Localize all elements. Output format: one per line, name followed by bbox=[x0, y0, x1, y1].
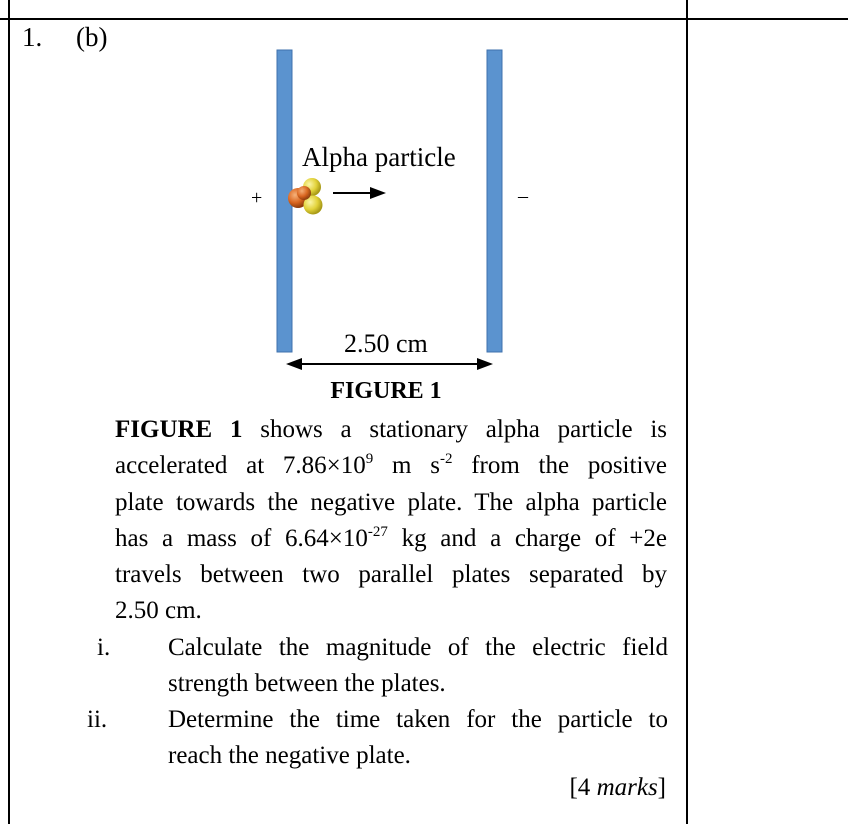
para-line-5: travels between two parallel plates separated by bbox=[115, 561, 667, 589]
alpha-particle-icon bbox=[288, 178, 323, 215]
marks-allocation: [4 marks] bbox=[569, 774, 666, 801]
sub-question-numeral: i. bbox=[97, 634, 111, 661]
sub-question-text: reach the negative plate. bbox=[168, 742, 411, 769]
question-part: (b) bbox=[76, 22, 108, 52]
para-line-4: has a mass of $6.64\times 10^{-27}$ kg and a charge of +2e bbox=[115, 523, 667, 552]
question-paragraph bbox=[115, 412, 667, 630]
separation-arrow-icon bbox=[286, 358, 493, 370]
para-line-2: accelerated at $7.86\times 10^9$ m $s^{-2}$ from the positive bbox=[115, 451, 667, 480]
sub-question-text: Calculate the magnitude of the electric field bbox=[168, 634, 668, 661]
parallel-plates-figure bbox=[0, 0, 848, 380]
sub-question-text: strength between the plates. bbox=[168, 670, 446, 697]
para-line-6: 2.50 cm. bbox=[115, 597, 202, 625]
alpha-particle-label: Alpha particle bbox=[302, 142, 456, 172]
figure-caption: FIGURE 1 bbox=[330, 378, 442, 404]
negative-plate bbox=[487, 50, 502, 352]
para-line-1: shows a stationary alpha particle is bbox=[242, 416, 667, 443]
para-line-3: plate towards the negative plate. The alpha particle bbox=[115, 488, 667, 516]
sub-question-text: Determine the time taken for the particle to bbox=[168, 706, 668, 733]
motion-arrow-icon bbox=[333, 187, 386, 199]
positive-sign: + bbox=[251, 187, 263, 209]
question-number: 1. bbox=[22, 22, 43, 52]
negative-sign: – bbox=[518, 185, 528, 207]
separation-label: 2.50 cm bbox=[344, 329, 428, 358]
sub-question-numeral: ii. bbox=[87, 706, 108, 733]
figure-reference: FIGURE 1 bbox=[115, 416, 243, 443]
